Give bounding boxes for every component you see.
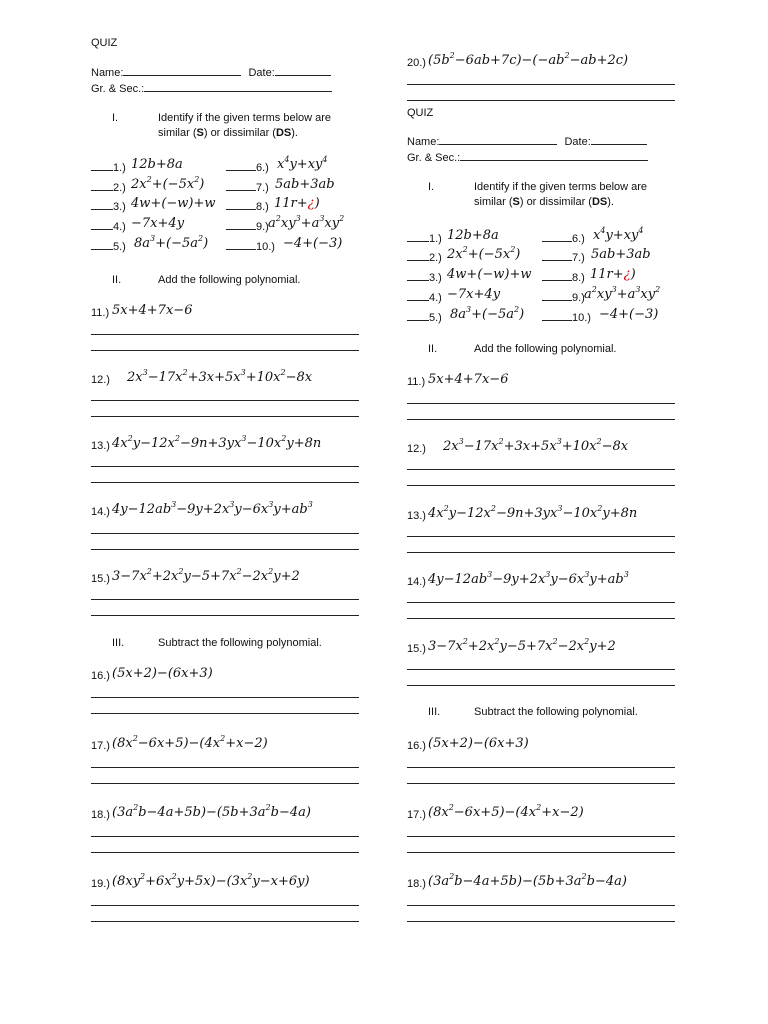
answer-line[interactable] <box>91 921 359 922</box>
name-field[interactable] <box>123 66 241 76</box>
answer-line[interactable] <box>91 836 359 837</box>
item-7 <box>542 251 585 264</box>
item-6 <box>226 161 269 174</box>
section-3-instruction: Subtract the following polynomial. <box>474 706 638 718</box>
section-2-numeral: II. <box>428 343 438 355</box>
name-field[interactable] <box>439 135 557 145</box>
item-18-number: 18.) <box>91 809 110 821</box>
item-6-expression: $x^4y+xy^4$ <box>593 226 644 243</box>
item-13-expression: $4x^2y-12x^2-9n+3yx^3-10x^2y+8n$ <box>112 434 322 451</box>
date-field[interactable] <box>275 66 331 76</box>
item-17-number: 17.) <box>91 740 110 752</box>
answer-line[interactable] <box>407 905 675 906</box>
item-18-expression: $(3a^2b-4a+5b)-(5b+3a^2b-4a)$ <box>112 803 311 820</box>
item-4 <box>407 291 442 304</box>
answer-blank[interactable] <box>407 311 429 321</box>
item-14-expression: $4y-12ab^3-9y+2x^3y-6x^3y+ab^3$ <box>428 570 629 587</box>
item-12-number: 12.) <box>407 443 426 455</box>
section-2-instruction: Add the following polynomial. <box>158 274 301 286</box>
answer-blank[interactable] <box>542 251 572 261</box>
item-number: 1.) <box>429 233 442 245</box>
grsec-label: Gr. & Sec.: <box>91 83 145 95</box>
answer-line[interactable] <box>407 685 675 686</box>
item-17-number: 17.) <box>407 809 426 821</box>
answer-line[interactable] <box>91 599 359 600</box>
answer-line[interactable] <box>91 350 359 351</box>
answer-blank[interactable] <box>407 232 429 242</box>
item-15-expression: $3-7x^2+2x^2y-5+7x^2-2x^2y+2$ <box>112 567 300 584</box>
item-1-expression: 12b+8a <box>447 228 499 243</box>
item-7 <box>226 181 269 194</box>
date-label: Date: <box>564 136 591 148</box>
item-number: 2.) <box>113 182 126 194</box>
item-5-expression: $8a^3+(-5a^2)$ <box>450 305 525 322</box>
section-1-instruction-line1: Identify if the given terms below are <box>474 181 648 193</box>
section-3-numeral: III. <box>112 637 125 649</box>
item-11-expression: 5x+4+7x−6 <box>112 303 193 318</box>
answer-blank[interactable] <box>542 271 572 281</box>
section-1-instruction-line1: Identify if the given terms below are <box>158 112 332 124</box>
item-number: 8.) <box>256 201 269 213</box>
answer-blank[interactable] <box>226 161 256 171</box>
answer-blank[interactable] <box>91 161 113 171</box>
quiz-title: QUIZ <box>407 107 434 119</box>
item-number: 7.) <box>572 252 585 264</box>
item-3-expression: 4w+(−w)+w <box>447 267 532 282</box>
item-10 <box>226 240 275 253</box>
item-9-expression: $a^2xy^3+a^3xy^2$ <box>268 214 345 231</box>
item-number: 7.) <box>256 182 269 194</box>
item-1 <box>407 232 442 245</box>
answer-line[interactable] <box>407 469 675 470</box>
item-10 <box>542 311 591 324</box>
item-15-number: 15.) <box>407 643 426 655</box>
item-8-expression: 11r+¿) <box>274 196 320 211</box>
instruction-text: similar ( <box>158 127 197 139</box>
item-number: 3.) <box>113 201 126 213</box>
section-1-instruction-line2 <box>158 128 298 139</box>
answer-line[interactable] <box>91 697 359 698</box>
answer-line[interactable] <box>91 852 359 853</box>
answer-blank[interactable] <box>91 181 113 191</box>
answer-line[interactable] <box>91 416 359 417</box>
answer-blank[interactable] <box>226 200 256 210</box>
section-1-numeral: I. <box>428 181 435 193</box>
item-14-number: 14.) <box>91 506 110 518</box>
item-16-number: 16.) <box>91 670 110 682</box>
answer-line[interactable] <box>407 852 675 853</box>
item-number: 9.) <box>256 221 269 233</box>
answer-blank[interactable] <box>407 291 429 301</box>
item-number: 2.) <box>429 252 442 264</box>
item-number: 6.) <box>256 162 269 174</box>
answer-line[interactable] <box>91 533 359 534</box>
date-field[interactable] <box>591 135 647 145</box>
answer-line[interactable] <box>91 767 359 768</box>
item-15-number: 15.) <box>91 573 110 585</box>
dissimilar-code: DS <box>275 127 292 139</box>
answer-blank[interactable] <box>542 291 572 301</box>
item-2-expression: $2x^2+(-5x^2)$ <box>447 245 521 262</box>
answer-line[interactable] <box>407 602 675 603</box>
section-3-numeral: III. <box>428 706 441 718</box>
name-line <box>407 135 647 148</box>
instruction-text: ). <box>291 127 298 139</box>
section-2-instruction: Add the following polynomial. <box>474 343 617 355</box>
answer-line[interactable] <box>407 419 675 420</box>
section-3-instruction: Subtract the following polynomial. <box>158 637 322 649</box>
answer-line[interactable] <box>91 482 359 483</box>
item-number: 10.) <box>572 312 591 324</box>
item-10-expression: −4+(−3) <box>283 236 343 251</box>
item-3-expression: 4w+(−w)+w <box>131 196 216 211</box>
answer-line[interactable] <box>407 921 675 922</box>
item-number: 5.) <box>113 241 126 253</box>
section-1-instruction-line2 <box>474 197 614 208</box>
instruction-text: similar ( <box>474 196 513 208</box>
item-18-expression: $(3a^2b-4a+5b)-(5b+3a^2b-4a)$ <box>428 872 627 889</box>
item-8 <box>542 271 585 284</box>
answer-blank[interactable] <box>226 181 256 191</box>
similar-code: S <box>512 196 520 208</box>
item-8 <box>226 200 269 213</box>
answer-blank[interactable] <box>91 220 113 230</box>
item-14-expression: $4y-12ab^3-9y+2x^3y-6x^3y+ab^3$ <box>112 500 313 517</box>
item-4 <box>91 220 126 233</box>
item-number: 10.) <box>256 241 275 253</box>
answer-line[interactable] <box>91 783 359 784</box>
grsec-field[interactable] <box>144 82 332 92</box>
item-6-expression: $x^4y+xy^4$ <box>277 155 328 172</box>
answer-line[interactable] <box>407 485 675 486</box>
item-18-number: 18.) <box>407 878 426 890</box>
item-16-expression: (5x+2)−(6x+3) <box>428 736 529 751</box>
item-17-expression: $(8x^2-6x+5)-(4x^2+x-2)$ <box>112 734 268 751</box>
answer-line[interactable] <box>407 536 675 537</box>
item-5 <box>407 311 442 324</box>
item-number: 1.) <box>113 162 126 174</box>
item-5-expression: $8a^3+(-5a^2)$ <box>134 234 209 251</box>
item-3 <box>91 200 126 213</box>
item-9-expression: $a^2xy^3+a^3xy^2$ <box>584 285 661 302</box>
answer-blank[interactable] <box>407 251 429 261</box>
item-2-expression: $2x^2+(-5x^2)$ <box>131 175 205 192</box>
item-11-number: 11.) <box>91 307 110 319</box>
item-number: 9.) <box>572 292 585 304</box>
grsec-field[interactable] <box>460 151 648 161</box>
instruction-text: ) or dissimilar ( <box>519 196 592 208</box>
item-1-expression: 12b+8a <box>131 157 183 172</box>
item-7-expression: 5ab+3ab <box>275 177 335 192</box>
item-10-expression: −4+(−3) <box>599 307 659 322</box>
item-11-expression: 5x+4+7x−6 <box>428 372 509 387</box>
item-12-number: 12.) <box>91 374 110 386</box>
item-number: 3.) <box>429 272 442 284</box>
item-13-number: 13.) <box>91 440 110 452</box>
item-20-expression: $(5b^2-6ab+7c)-(-ab^2-ab+2c)$ <box>428 51 629 68</box>
answer-line[interactable] <box>407 618 675 619</box>
item-16-expression: (5x+2)−(6x+3) <box>112 666 213 681</box>
dissimilar-code: DS <box>591 196 608 208</box>
answer-line[interactable] <box>91 466 359 467</box>
answer-line[interactable] <box>407 552 675 553</box>
answer-line[interactable] <box>407 403 675 404</box>
answer-blank[interactable] <box>91 240 113 250</box>
item-11-number: 11.) <box>407 376 426 388</box>
answer-blank[interactable] <box>542 232 572 242</box>
instruction-text: ) or dissimilar ( <box>203 127 276 139</box>
answer-line[interactable] <box>407 767 675 768</box>
item-number: 5.) <box>429 312 442 324</box>
item-5 <box>91 240 126 253</box>
item-number: 6.) <box>572 233 585 245</box>
item-19-expression: $(8xy^2+6x^2y+5x)-(3x^2y-x+6y)$ <box>112 872 310 889</box>
item-6 <box>542 232 585 245</box>
item-8-expression: 11r+¿) <box>590 267 636 282</box>
answer-line[interactable] <box>91 713 359 714</box>
item-1 <box>91 161 126 174</box>
answer-line[interactable] <box>91 334 359 335</box>
similar-code: S <box>196 127 204 139</box>
quiz-title: QUIZ <box>91 37 118 49</box>
answer-line[interactable] <box>91 905 359 906</box>
item-17-expression: $(8x^2-6x+5)-(4x^2+x-2)$ <box>428 803 584 820</box>
answer-blank[interactable] <box>226 240 256 250</box>
item-number: 4.) <box>113 221 126 233</box>
name-label: Name: <box>91 67 124 79</box>
grsec-line <box>91 82 332 95</box>
item-2 <box>91 181 126 194</box>
item-12-expression: $2x^3-17x^2+3x+5x^3+10x^2-8x$ <box>443 437 629 454</box>
item-20-number: 20.) <box>407 57 426 69</box>
name-line <box>91 66 331 79</box>
answer-blank[interactable] <box>542 311 572 321</box>
section-2-numeral: II. <box>112 274 122 286</box>
grsec-label: Gr. & Sec.: <box>407 152 461 164</box>
item-15-expression: $3-7x^2+2x^2y-5+7x^2-2x^2y+2$ <box>428 637 616 654</box>
item-2 <box>407 251 442 264</box>
item-14-number: 14.) <box>407 576 426 588</box>
item-4-expression: −7x+4y <box>131 216 185 231</box>
answer-line[interactable] <box>91 615 359 616</box>
item-number: 8.) <box>572 272 585 284</box>
answer-blank[interactable] <box>407 271 429 281</box>
answer-line[interactable] <box>407 783 675 784</box>
item-9 <box>542 291 585 304</box>
answer-line[interactable] <box>91 549 359 550</box>
item-12-expression: $2x^3-17x^2+3x+5x^3+10x^2-8x$ <box>127 368 313 385</box>
answer-line[interactable] <box>407 84 675 85</box>
instruction-text: ). <box>607 196 614 208</box>
item-19-number: 19.) <box>91 878 110 890</box>
item-7-expression: 5ab+3ab <box>591 247 651 262</box>
answer-line[interactable] <box>407 100 675 101</box>
grsec-line <box>407 151 648 164</box>
item-3 <box>407 271 442 284</box>
item-9 <box>226 220 269 233</box>
item-16-number: 16.) <box>407 740 426 752</box>
answer-blank[interactable] <box>226 220 256 230</box>
item-13-expression: $4x^2y-12x^2-9n+3yx^3-10x^2y+8n$ <box>428 504 638 521</box>
section-1-numeral: I. <box>112 112 119 124</box>
answer-blank[interactable] <box>91 200 113 210</box>
name-label: Name: <box>407 136 440 148</box>
date-label: Date: <box>248 67 275 79</box>
answer-line[interactable] <box>407 669 675 670</box>
item-13-number: 13.) <box>407 510 426 522</box>
item-number: 4.) <box>429 292 442 304</box>
answer-line[interactable] <box>91 400 359 401</box>
answer-line[interactable] <box>407 836 675 837</box>
item-4-expression: −7x+4y <box>447 287 501 302</box>
